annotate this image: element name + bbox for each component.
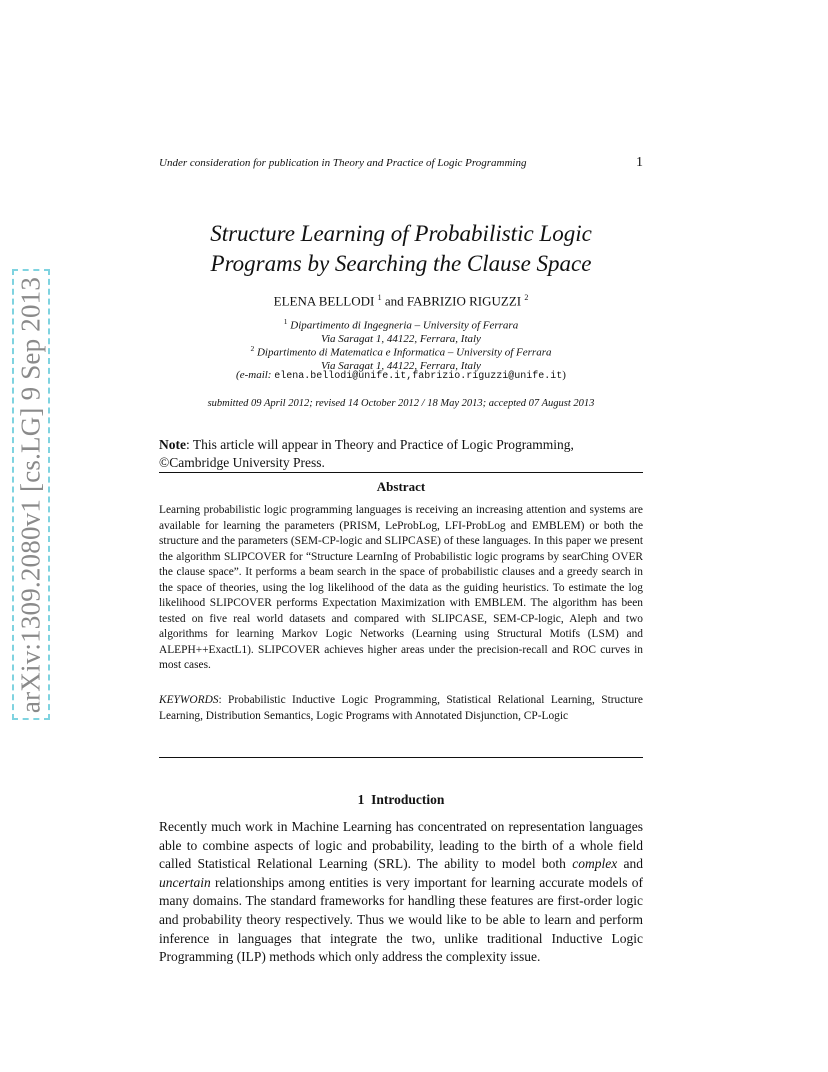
note-text: : This article will appear in Theory and Practice of Logic Programming,: [186, 437, 574, 452]
arxiv-stamp: [12, 269, 50, 720]
affil-2-line1: Dipartimento di Matematica e Informatica – University of Ferrara: [256, 346, 552, 359]
abstract-heading: Abstract: [376, 479, 426, 494]
email-line: [159, 369, 643, 384]
author-2-sup: 2: [524, 293, 529, 302]
author-2: FABRIZIO RIGUZZI: [406, 293, 522, 309]
author-1: ELENA BELLODI: [273, 293, 375, 309]
section-title: Introduction: [371, 792, 445, 807]
running-head-text: Under consideration for publication in Theory and Practice of Logic Programming: [159, 157, 527, 169]
affil-1-sup: 1: [283, 317, 288, 326]
intro-emph-uncertain: uncertain: [159, 874, 211, 890]
section-number: 1: [357, 792, 365, 807]
affil-2-line2: Via Saragat 1, 44122, Ferrara, Italy: [321, 360, 481, 373]
keywords-text: : Probabilistic Inductive Logic Programming, Statistical Relational Learning, Structure Learning, Distribution Semantics, Logic Programs with Annotated Disjunction, CP-Logic: [159, 694, 643, 722]
running-head: [159, 157, 643, 173]
email-prefix: (e-mail:: [236, 369, 275, 381]
email-suffix: ): [562, 369, 566, 381]
affil-1-line1: Dipartimento di Ingegneria – University of Ferrara: [290, 319, 519, 332]
intro-part-1: Recently much work in Machine Learning has concentrated on representation languages able to combine aspects of logic and probability, leading to the birth of a whole field called Statistical Relational Learning (SRL). The ability to model both: [159, 819, 643, 872]
keywords-label: KEYWORDS: [159, 694, 219, 706]
email-addresses: elena.bellodi@unife.it,fabrizio.riguzzi@unife.it: [274, 371, 563, 382]
author-1-sup: 1: [377, 293, 382, 302]
author-and: and: [384, 293, 407, 309]
submission-dates: submitted 09 April 2012; revised 14 October 2012 / 18 May 2013; accepted 07 August 2013: [207, 398, 595, 409]
intro-emph-complex: complex: [572, 856, 618, 872]
abstract-bottom-rule: [159, 757, 643, 758]
intro-part-2: and: [617, 856, 643, 872]
intro-part-3: relationships among entities is very important for learning accurate models of many domains. The standard frameworks for handling these features are first-order logic and probability theory respectively. Thus we would like to be able to learn and perform inference in languages that integrate the two, unlike traditional Inductive Logic Programming (ILP) methods which only address the complexity issue.: [159, 874, 643, 965]
abstract-top-rule: [159, 472, 643, 473]
note-label: Note: [159, 437, 186, 452]
title-line-2: Programs by Searching the Clause Space: [210, 251, 592, 276]
title-line-1: Structure Learning of Probabilistic Logic: [210, 221, 592, 246]
publication-note: [159, 436, 643, 472]
note-copyright: ©Cambridge University Press.: [159, 455, 325, 470]
affil-2-sup: 2: [250, 344, 255, 353]
affil-1-line2: Via Saragat 1, 44122, Ferrara, Italy: [321, 333, 481, 346]
section-heading: [159, 792, 643, 808]
page-number: 1: [636, 155, 643, 170]
paper-title: [159, 219, 643, 279]
abstract-text: Learning probabilistic logic programming languages is receiving an increasing attention and systems are available for learning the parameters (PRISM, LeProbLog, LFI-ProbLog and EMBLEM) or both the structure and the parameters (SEM-CP-logic and SLIPCASE) of these languages. In this paper we present the algorithm SLIPCOVER for “Structure LearnIng of Probabilistic logic programs by searChing OVER the clause space”. It performs a beam search in the space of probabilistic clauses and a greedy search in the space of theories, using the log likelihood of the data as the guiding heuristics. To estimate the log likelihood SLIPCOVER performs Expectation Maximization with EMBLEM. The algorithm has been tested on five real world datasets and compared with SLIPCASE, SEM-CP-logic, Aleph and two algorithms for learning Markov Logic Networks (Learning using Structural Motifs (LSM) and ALEPH++ExactL1). SLIPCOVER achieves higher areas under the precision-recall and ROC curves in most cases.: [159, 504, 643, 671]
arxiv-identifier: arXiv:1309.2080v1 [cs.LG] 9 Sep 2013: [15, 276, 46, 713]
keywords: [159, 693, 643, 724]
authors: [159, 293, 643, 309]
introduction-paragraph: [159, 818, 643, 967]
